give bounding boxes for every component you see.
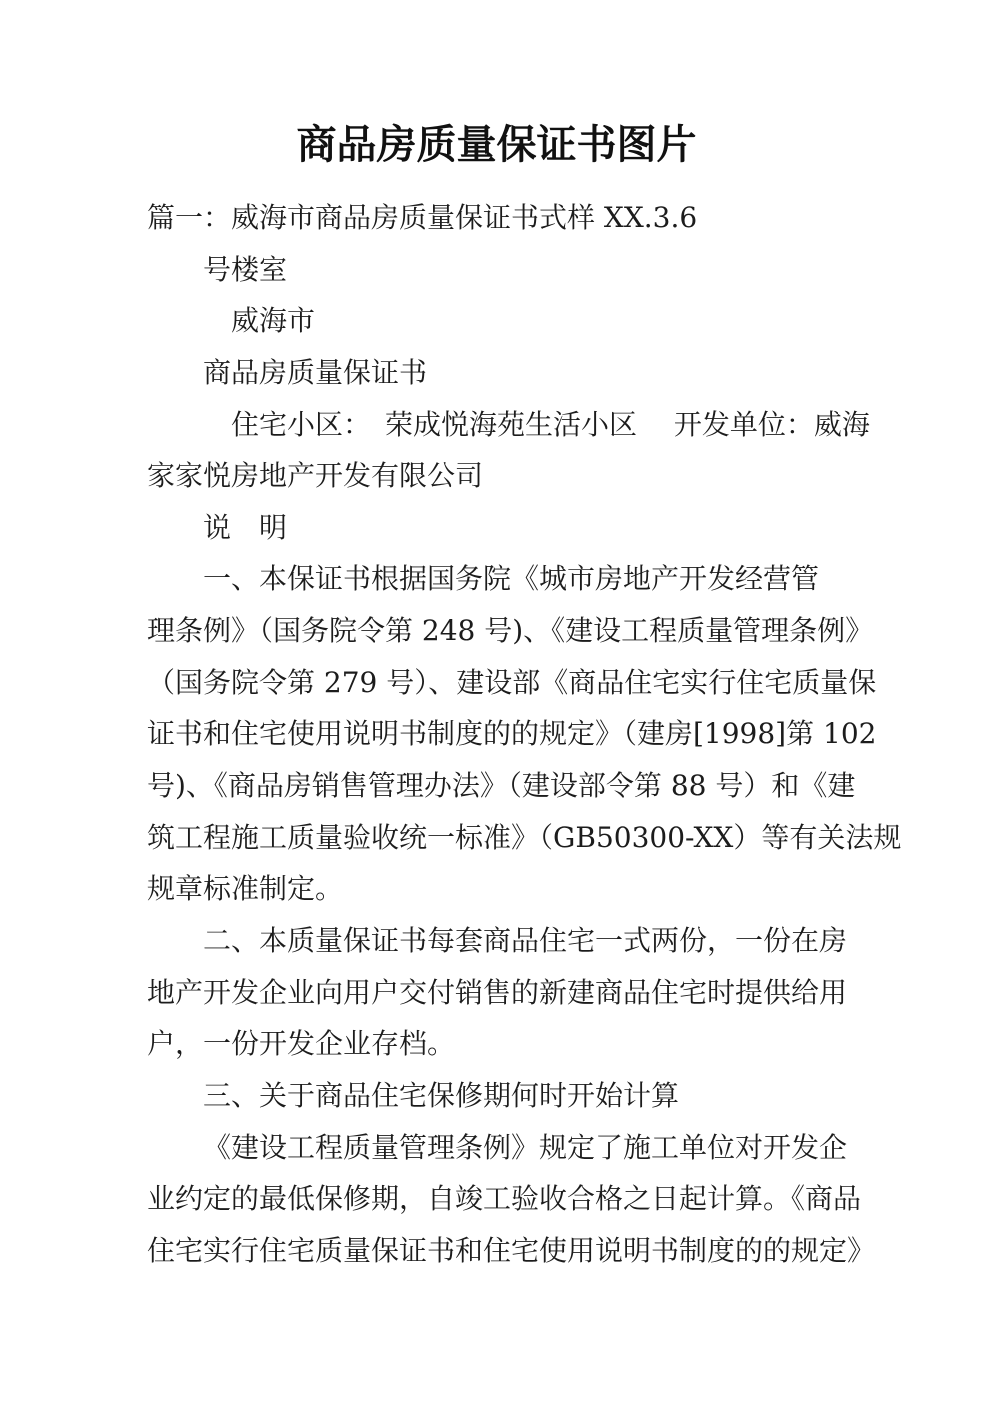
document-line: 二、本质量保证书每套商品住宅一式两份，一份在房 <box>203 923 848 957</box>
document-line: 三、关于商品住宅保修期何时开始计算 <box>203 1078 680 1112</box>
document-title: 商品房质量保证书图片 <box>296 121 697 168</box>
document-line: 理条例》（国务院令第 248 号)、《建设工程质量管理条例》 <box>147 614 874 648</box>
document-line: 业约定的最低保修期，自竣工验收合格之日起计算。《商品 <box>147 1182 862 1216</box>
document-line: 证书和住宅使用说明书制度的的规定》（建房[1998]第 102 <box>147 717 877 751</box>
document-line: 规章标准制定。 <box>147 872 344 906</box>
document-line: 住宅实行住宅质量保证书和住宅使用说明书制度的的规定》 <box>147 1233 876 1267</box>
document-line: 地产开发企业向用户交付销售的新建商品住宅时提供给用 <box>147 975 848 1009</box>
document-line: 《建设工程质量管理条例》规定了施工单位对开发企 <box>203 1130 848 1164</box>
document-line: 篇一：威海市商品房质量保证书式样 XX.3.6 <box>147 201 698 234</box>
document-line: 号楼室 <box>203 252 288 286</box>
document-line: （国务院令第 279 号）、建设部《商品住宅实行住宅质量保 <box>147 665 877 699</box>
document-line: 说 明 <box>203 510 288 544</box>
document-line: 户，一份开发企业存档。 <box>147 1027 456 1061</box>
document-line: 号)、《商品房销售管理办法》（建设部令第 88 号）和《建 <box>147 769 856 803</box>
document-line: 住宅小区： 荣成悦海苑生活小区 开发单位：威海 <box>231 407 870 441</box>
document-line: 一、本保证书根据国务院《城市房地产开发经营管 <box>203 562 820 596</box>
document-line: 筑工程施工质量验收统一标准》（GB50300-XX）等有关法规 <box>147 820 902 854</box>
document-line: 家家悦房地产开发有限公司 <box>147 459 484 493</box>
document-line: 商品房质量保证书 <box>203 355 428 389</box>
document-body <box>147 192 907 1276</box>
document-line: 威海市 <box>231 304 316 338</box>
